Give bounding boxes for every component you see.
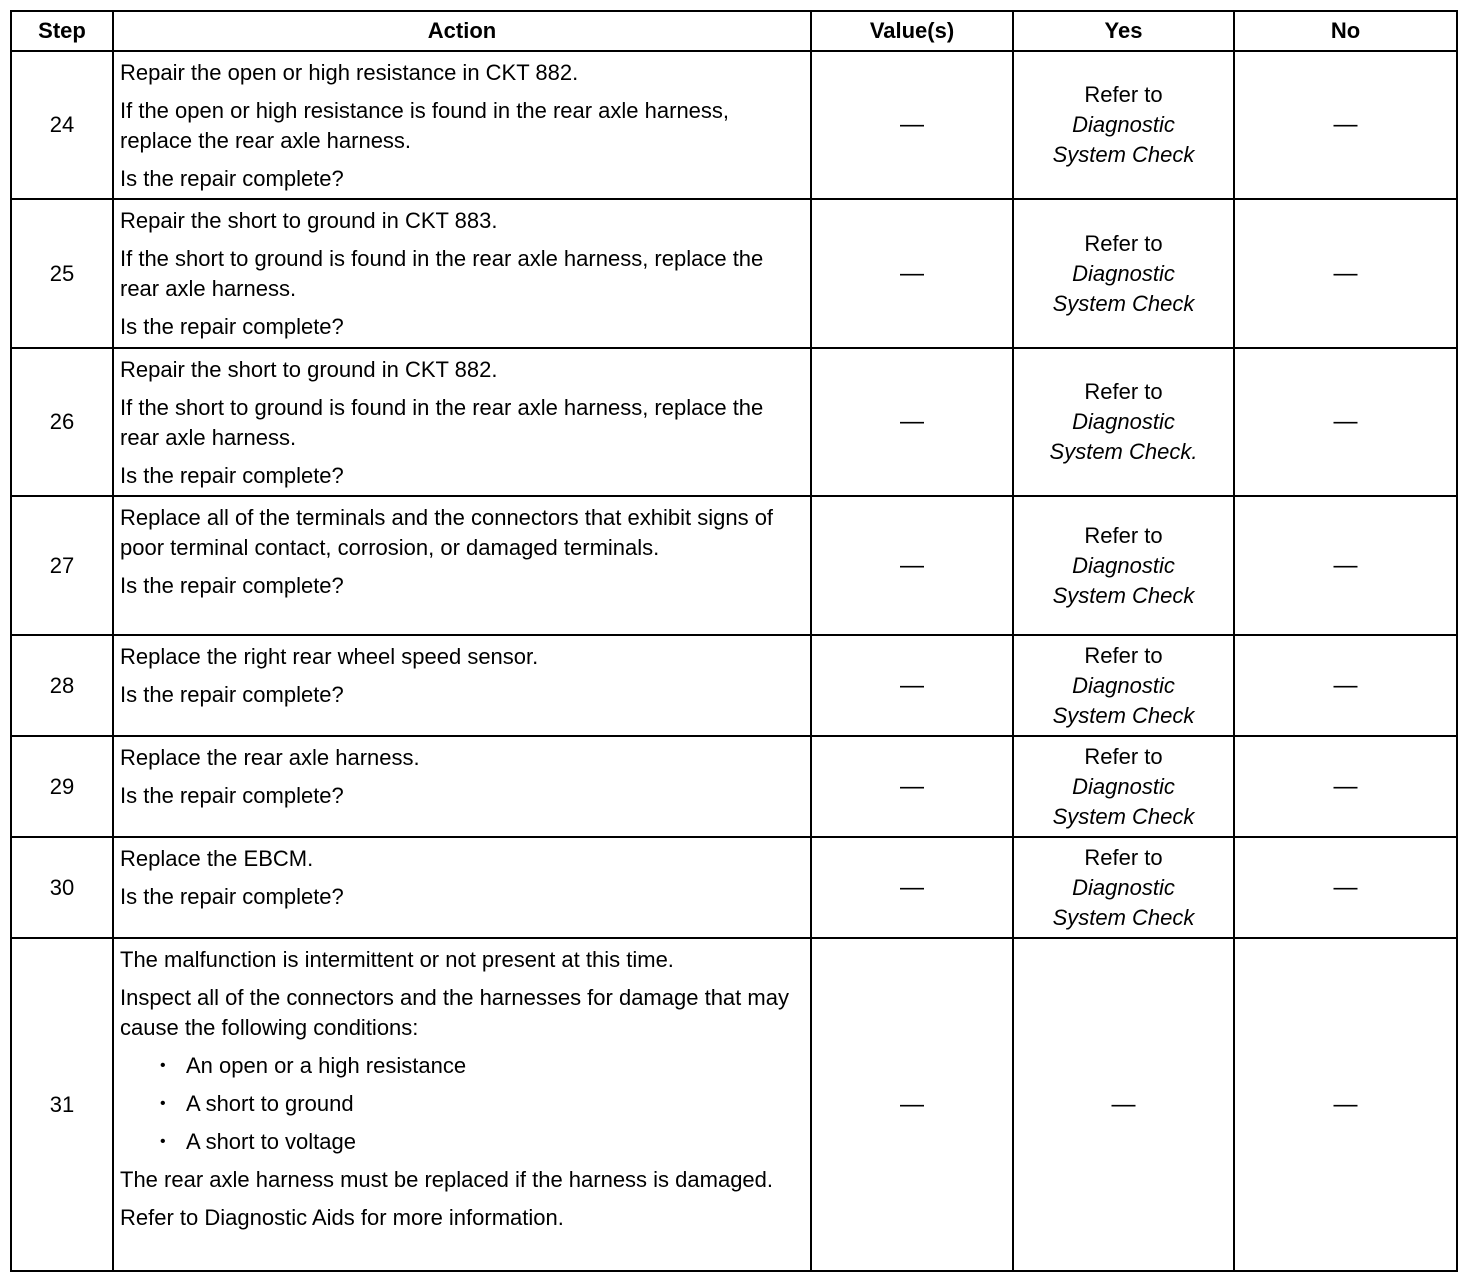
- yes-link-text: Diagnostic: [1072, 874, 1175, 900]
- action-cell: [113, 837, 811, 938]
- action-text: Inspect all of the connectors and the harnesses for damage that may cause the following conditions:: [120, 985, 789, 1040]
- yes-link-text: Diagnostic: [1072, 409, 1175, 434]
- yes-link-text: System Check: [1052, 142, 1195, 167]
- step-number: 31: [11, 938, 113, 1271]
- step-number: 26: [11, 348, 113, 496]
- no-cell: —: [1234, 837, 1457, 938]
- table-row: [11, 348, 1457, 496]
- header-yes: Yes: [1013, 11, 1234, 51]
- action-question: Is the repair complete?: [120, 314, 344, 339]
- action-cell: [113, 348, 811, 496]
- header-action: Action: [113, 11, 811, 51]
- step-number: 29: [11, 736, 113, 837]
- yes-link-text: Diagnostic: [1072, 260, 1175, 286]
- yes-refer-text: Refer to: [1084, 844, 1163, 870]
- action-text: Repair the short to ground in CKT 883.: [120, 208, 498, 233]
- action-cell: [113, 51, 811, 199]
- list-item: • An open or a high resistance: [186, 1051, 804, 1081]
- no-cell: —: [1234, 51, 1457, 199]
- yes-link-text: System Check.: [1049, 439, 1198, 464]
- yes-link-text: Diagnostic: [1072, 672, 1175, 698]
- table-row: [11, 51, 1457, 199]
- value-cell: —: [811, 199, 1013, 348]
- action-text: Replace the right rear wheel speed sensor.: [120, 644, 539, 669]
- value-cell: —: [811, 348, 1013, 496]
- value-cell: —: [811, 635, 1013, 736]
- no-cell: —: [1234, 496, 1457, 635]
- action-text: Repair the short to ground in CKT 882.: [120, 357, 498, 382]
- table-row: [11, 938, 1457, 1271]
- step-number: 24: [11, 51, 113, 199]
- yes-link-text: System Check: [1052, 582, 1195, 608]
- action-text: Refer to Diagnostic Aids for more information.: [120, 1205, 564, 1230]
- yes-link-text: Diagnostic: [1072, 773, 1175, 799]
- action-question: Is the repair complete?: [120, 682, 344, 707]
- condition-list: [120, 1051, 804, 1157]
- action-text: The rear axle harness must be replaced if the harness is damaged.: [120, 1167, 774, 1192]
- action-text: If the short to ground is found in the rear axle harness, replace the rear axle harness.: [120, 246, 764, 301]
- step-number: 27: [11, 496, 113, 635]
- action-text: Repair the open or high resistance in CKT 882.: [120, 60, 579, 85]
- table-row: [11, 837, 1457, 938]
- action-cell: [113, 199, 811, 348]
- action-text: Replace all of the terminals and the connectors that exhibit signs of poor terminal contact, corrosion, or damaged terminals.: [120, 505, 774, 560]
- yes-refer-text: Refer to: [1084, 522, 1163, 548]
- action-question: Is the repair complete?: [120, 573, 344, 598]
- list-item: • A short to ground: [186, 1089, 804, 1119]
- value-cell: —: [811, 938, 1013, 1271]
- value-cell: —: [811, 837, 1013, 938]
- value-cell: —: [811, 51, 1013, 199]
- step-number: 30: [11, 837, 113, 938]
- no-cell: —: [1234, 199, 1457, 348]
- no-cell: —: [1234, 635, 1457, 736]
- action-cell: [113, 496, 811, 635]
- no-cell: —: [1234, 348, 1457, 496]
- yes-cell: [1013, 496, 1234, 635]
- yes-cell: [1013, 837, 1234, 938]
- value-cell: —: [811, 736, 1013, 837]
- value-cell: —: [811, 496, 1013, 635]
- yes-link-text: System Check: [1052, 803, 1195, 829]
- no-cell: —: [1234, 736, 1457, 837]
- action-text: If the open or high resistance is found in the rear axle harness, replace the rear axle harness.: [120, 98, 730, 153]
- action-question: Is the repair complete?: [120, 884, 344, 909]
- yes-cell: [1013, 635, 1234, 736]
- yes-cell: [1013, 51, 1234, 199]
- action-text: If the short to ground is found in the rear axle harness, replace the rear axle harness.: [120, 395, 764, 450]
- diagnostic-table: [10, 10, 1458, 1272]
- yes-link-text: Diagnostic: [1072, 112, 1175, 137]
- action-text: Replace the rear axle harness.: [120, 745, 420, 770]
- action-cell: [113, 635, 811, 736]
- list-item: • A short to voltage: [186, 1127, 804, 1157]
- action-question: Is the repair complete?: [120, 463, 344, 488]
- yes-cell: [1013, 348, 1234, 496]
- header-no: No: [1234, 11, 1457, 51]
- yes-refer-text: Refer to: [1084, 642, 1163, 668]
- action-question: Is the repair complete?: [120, 166, 344, 191]
- table-row: [11, 736, 1457, 837]
- yes-link-text: System Check: [1052, 290, 1195, 316]
- yes-refer-text: Refer to: [1084, 82, 1163, 107]
- yes-cell: [1013, 199, 1234, 348]
- action-text: The malfunction is intermittent or not present at this time.: [120, 947, 674, 972]
- yes-cell: —: [1013, 938, 1234, 1271]
- step-number: 28: [11, 635, 113, 736]
- header-step: Step: [11, 11, 113, 51]
- header-values: Value(s): [811, 11, 1013, 51]
- yes-refer-text: Refer to: [1084, 743, 1163, 769]
- yes-refer-text: Refer to: [1084, 379, 1163, 404]
- yes-link-text: System Check: [1052, 702, 1195, 728]
- yes-link-text: Diagnostic: [1072, 552, 1175, 578]
- no-cell: —: [1234, 938, 1457, 1271]
- table-row: [11, 635, 1457, 736]
- action-question: Is the repair complete?: [120, 783, 344, 808]
- table-row: [11, 496, 1457, 635]
- action-cell: [113, 938, 811, 1271]
- action-text: Replace the EBCM.: [120, 846, 314, 871]
- step-number: 25: [11, 199, 113, 348]
- yes-refer-text: Refer to: [1084, 230, 1163, 256]
- yes-cell: [1013, 736, 1234, 837]
- yes-link-text: System Check: [1052, 904, 1195, 930]
- table-row: [11, 199, 1457, 348]
- action-cell: [113, 736, 811, 837]
- header-row: [11, 11, 1457, 51]
